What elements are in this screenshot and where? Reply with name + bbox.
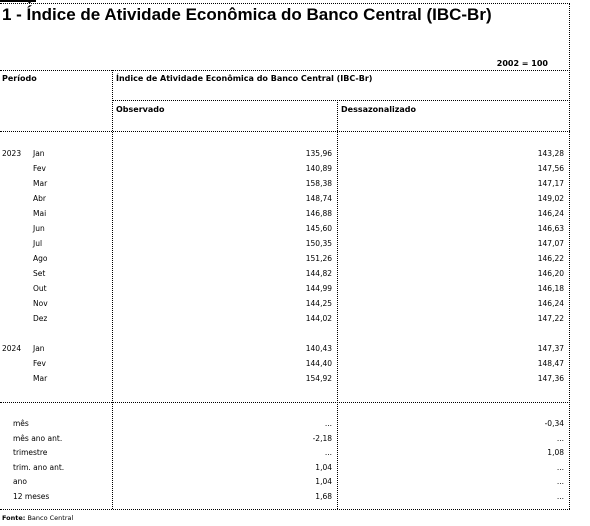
variation-dessazonalizado: ... (556, 462, 564, 472)
variation-observado: 1,04 (315, 477, 332, 486)
row-dessazonalizado: 146,24 (537, 209, 564, 218)
row-month: Jan (33, 344, 45, 353)
row-observado: 158,38 (305, 179, 332, 188)
row-dessazonalizado: 147,22 (537, 314, 564, 323)
variations-rule (0, 402, 570, 403)
row-observado: 151,26 (305, 254, 332, 263)
row-dessazonalizado: 147,56 (537, 164, 564, 173)
row-observado: 144,25 (305, 299, 332, 308)
row-month: Mai (33, 209, 47, 218)
row-observado: 146,88 (305, 209, 332, 218)
variation-dessazonalizado: -0,34 (544, 419, 564, 428)
row-month: Abr (33, 194, 46, 203)
row-observado: 135,96 (305, 149, 332, 158)
row-observado: 144,82 (305, 269, 332, 278)
row-year: 2024 (2, 344, 22, 353)
row-dessazonalizado: 146,63 (537, 224, 564, 233)
row-observado: 144,99 (305, 284, 332, 293)
row-month: Fev (33, 164, 46, 173)
row-observado: 144,02 (305, 314, 332, 323)
source-note (2, 514, 73, 522)
row-month: Set (33, 269, 46, 278)
header-observado: Observado (116, 105, 165, 114)
row-month: Mar (33, 179, 48, 188)
variation-label: mês (13, 419, 29, 428)
row-month: Jun (33, 224, 45, 233)
row-month: Nov (33, 299, 48, 308)
row-month: Dez (33, 314, 48, 323)
header-periodo: Período (2, 74, 37, 83)
header-bottom-rule (0, 131, 570, 132)
row-dessazonalizado: 146,20 (537, 269, 564, 278)
header-top-rule (0, 70, 570, 71)
variation-label: ano (13, 477, 27, 486)
row-observado: 145,60 (305, 224, 332, 233)
variation-dessazonalizado: 1,08 (547, 448, 564, 457)
row-month: Fev (33, 359, 46, 368)
row-observado: 148,74 (305, 194, 332, 203)
row-dessazonalizado: 146,22 (537, 254, 564, 263)
row-observado: 154,92 (305, 374, 332, 383)
header-dessazonalizado: Dessazonalizado (341, 105, 416, 114)
bottom-rule (0, 509, 570, 510)
variation-observado: ... (324, 419, 332, 428)
row-dessazonalizado: 148,47 (537, 359, 564, 368)
row-dessazonalizado: 146,24 (537, 299, 564, 308)
base-index-label: 2002 = 100 (496, 59, 548, 68)
variation-observado: 1,04 (315, 462, 332, 472)
row-month: Jan (33, 149, 45, 158)
row-observado: 140,89 (305, 164, 332, 173)
row-month: Out (33, 284, 47, 293)
row-dessazonalizado: 147,37 (537, 344, 564, 353)
row-dessazonalizado: 146,18 (537, 284, 564, 293)
row-year: 2023 (2, 149, 22, 158)
row-dessazonalizado: 147,17 (537, 179, 564, 188)
row-dessazonalizado: 149,02 (537, 194, 564, 203)
row-month: Ago (33, 254, 48, 263)
top-border (0, 3, 570, 4)
header-group: Índice de Atividade Econômica do Banco Central (IBC-Br) (116, 74, 373, 83)
row-dessazonalizado: 147,07 (537, 239, 564, 248)
source-label: Fonte: (2, 514, 26, 522)
variation-observado: -2,18 (312, 433, 332, 443)
variation-label: trim. ano ant. (13, 462, 65, 472)
row-dessazonalizado: 143,28 (537, 149, 564, 158)
row-observado: 150,35 (305, 239, 332, 248)
variation-label: trimestre (13, 448, 48, 457)
row-observado: 140,43 (305, 344, 332, 353)
row-month: Jul (33, 239, 43, 248)
variation-label: mês ano ant. (13, 433, 63, 443)
page-title: 1 - Índice de Atividade Econômica do Banco Central (IBC-Br) (2, 5, 492, 24)
variation-observado: 1,68 (315, 491, 332, 501)
variation-dessazonalizado: ... (556, 477, 564, 486)
variation-label: 12 meses (13, 491, 50, 501)
row-month: Mar (33, 374, 48, 383)
variation-dessazonalizado: ... (556, 433, 564, 443)
row-dessazonalizado: 147,36 (537, 374, 564, 383)
variation-dessazonalizado: ... (556, 491, 564, 501)
row-observado: 144,40 (305, 359, 332, 368)
group-header-rule (112, 100, 570, 101)
source-text: Banco Central (27, 514, 74, 522)
variation-observado: ... (324, 448, 332, 457)
right-border (569, 3, 570, 509)
